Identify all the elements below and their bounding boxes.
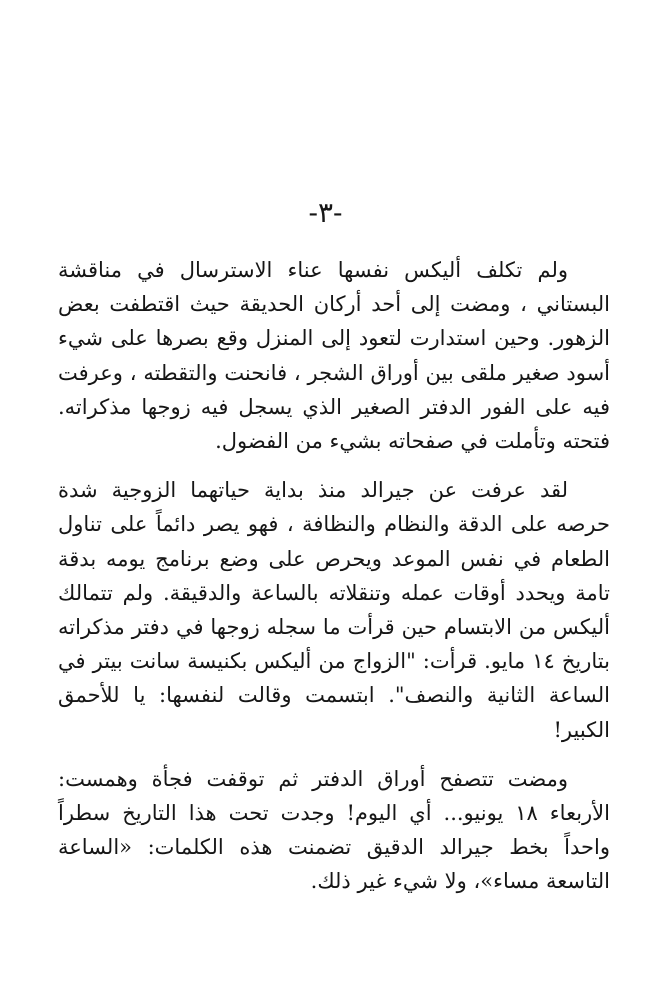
paragraph-3: ومضت تتصفح أوراق الدفتر ثم توقفت فجأة وهمست: الأربعاء ١٨ يونيو... أي اليوم! وجدت تحت هذا التاريخ سطراً واحداً بخط جيرالد الدقيق تضمنت هذه الكلمات: «الساعة التاسعة مساء»، ولا شيء غير ذلك.	[58, 766, 610, 894]
paragraph-1: ولم تكلف أليكس نفسها عناء الاسترسال في مناقشة البستاني ، ومضت إلى أحد أركان الحديقة حيث اقتطفت بعض الزهور. وحين استدارت لتعود إلى المنزل وقع بصرها على شيء أسود صغير ملقى بين أوراق الشجر ، فانحنت والتقطته ، وعرفت فيه على الفور الدفتر الصغير الذي يسجل فيه زوجها مذكراته. فتحته وتأملت في صفحاته بشيء من الفضول.	[58, 258, 610, 454]
paragraph-2: لقد عرفت عن جيرالد منذ بداية حياتهما الزوجية شدة حرصه على الدقة والنظام والنظافة ، فهو يصر دائماً على تناول الطعام في نفس الموعد ويحرص على وضع برنامج يومه بدقة تامة ويحدد أوقات عمله وتنقلاته بالساعة والدقيقة. ولم تتمالك أليكس من الابتسام حين قرأت ما سجله زوجها في دفتر مذكراته بتاريخ ١٤ مايو. قرأت: "الزواج من أليكس بكنيسة سانت بيتر في الساعة الثانية والنصف". ابتسمت وقالت لنفسها: يا للأحمق الكبير!	[58, 478, 610, 742]
body-text	[58, 253, 610, 899]
page-number: -٣-	[308, 196, 343, 229]
